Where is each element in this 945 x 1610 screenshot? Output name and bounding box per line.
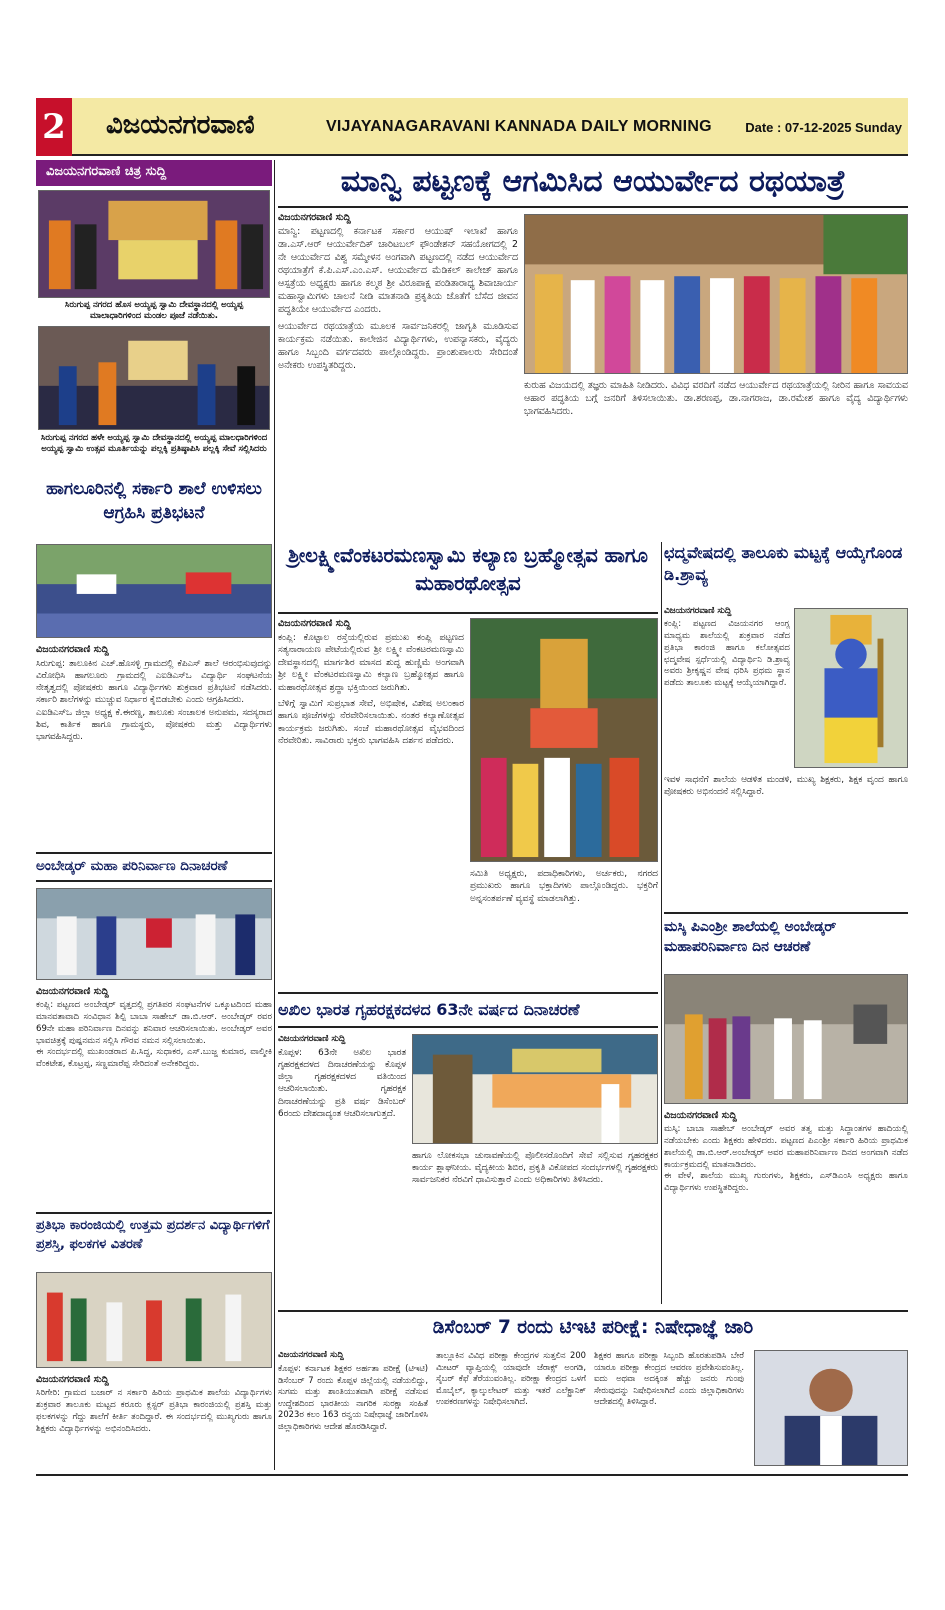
- photo-pratibha: [36, 1272, 272, 1368]
- protest-byline: ವಿಜಯನಗರವಾಣಿ ಸುದ್ದಿ: [36, 644, 109, 655]
- tet-byline: ವಿಜಯನಗರವಾಣಿ ಸುದ್ದಿ: [278, 1350, 344, 1360]
- photo-mandala-pooja: [38, 190, 270, 298]
- homeguard-story: [278, 992, 658, 1304]
- sravya-story: [664, 542, 908, 908]
- pratibha-headline: ಪ್ರತಿಭಾ ಕಾರಂಜಿಯಲ್ಲಿ ಉತ್ತಮ ಪ್ರದರ್ಶನ ವಿದ್ಯಾರ್ಥಿಗಳಿಗೆ ಪ್ರಶಸ್ತಿ, ಫಲಕಗಳ ವಿತರಣೆ: [36, 1212, 272, 1268]
- main-story: [278, 160, 908, 535]
- kalyana-byline: ವಿಜಯನಗರವಾಣಿ ಸುದ್ದಿ: [278, 618, 351, 629]
- protest-body-1: ಸಿರುಗುಪ್ಪ: ತಾಲೂಕಿನ ಎಚ್.ಹೊಸಳ್ಳಿ ಗ್ರಾಮದಲ್ಲಿ ಕೆಪಿಎಸ್ ಶಾಲೆ ಆರಂಭಿಸುವುದನ್ನು ವಿರೋಧಿಸಿ ಹಾಗಲೂರು ಗ್ರಾಮದಲ್ಲಿ ಎಐಡಿಎಸ್ಒ ವಿದ್ಯಾರ್ಥಿ ಸಂಘಟನೆಯ ನೇತೃತ್ವದಲ್ಲಿ ಪೋಷಕರು ಹಾಗೂ ವಿದ್ಯಾರ್ಥಿಗಳು ಶುಕ್ರವಾರ ಪ್ರತಿಭಟನೆ ನಡೆಸಿದರು. ಸರ್ಕಾರಿ ಶಾಲೆಗಳನ್ನು ಮುಚ್ಚುವ ನಿರ್ಧಾರ ಕೈಬಿಡಬೇಕು ಎಂದು ಆಗ್ರಹಿಸಿದರು.: [36, 659, 272, 706]
- picture-news: [36, 160, 272, 470]
- sravya-body-1: ಕಂಪ್ಲಿ: ಪಟ್ಟಣದ ವಿಜಯನಗರ ಆಂಗ್ಲ ಮಾಧ್ಯಮ ಶಾಲೆಯಲ್ಲಿ ಶುಕ್ರವಾರ ನಡೆದ ಪ್ರತಿಭಾ ಕಾರಂಜಿ ಹಾಗೂ ಕಲೋತ್ಸವದ ಛದ್ಮವೇಷ ಸ್ಪರ್ಧೆಯಲ್ಲಿ ವಿದ್ಯಾರ್ಥಿನಿ ಡಿ.ಶ್ರಾವ್ಯ ಅವರು ಶ್ರೀಕೃಷ್ಣನ ವೇಷ ಧರಿಸಿ ಪ್ರಥಮ ಸ್ಥಾನ ಪಡೆದು ತಾಲೂಕು ಮಟ್ಟಕ್ಕೆ ಆಯ್ಕೆಯಾಗಿದ್ದಾರೆ.: [664, 619, 790, 689]
- photo-homeguard: [412, 1034, 658, 1144]
- main-body-2: ಆಯುರ್ವೇದ ರಥಯಾತ್ರೆಯ ಮೂಲಕ ಸಾರ್ವಜನಿಕರಲ್ಲಿ ಜಾಗೃತಿ ಮೂಡಿಸುವ ಕಾರ್ಯಕ್ರಮ ನಡೆಯಿತು. ಕಾಲೇಜಿನ ವಿದ್ಯಾರ್ಥಿಗಳು, ಉಪನ್ಯಾಸಕರು, ವೈದ್ಯರು ಹಾಗೂ ಸಿಬ್ಬಂದಿ ವರ್ಗದವರು ಪಾಲ್ಗೊಂಡಿದ್ದರು. ಪ್ರಾಂಶುಪಾಲರು ಸೇರಿದಂತೆ ಅನೇಕರು ಉಪಸ್ಥಿತರಿದ್ದರು.: [278, 320, 518, 371]
- photo-pallakki-seva: [38, 326, 270, 430]
- photo-maski-school: [664, 974, 908, 1104]
- pratibha-body-1: ಸಿರಿಗೇರಿ: ಗ್ರಾಮದ ಬಜಾರ್ ನ ಸರ್ಕಾರಿ ಹಿರಿಯ ಪ್ರಾಥಮಿಕ ಶಾಲೆಯ ವಿದ್ಯಾರ್ಥಿಗಳು ಶುಕ್ರವಾರ ತಾಲೂಕು ಮಟ್ಟದ ಕರೂರು ಕ್ಲಸ್ಟರ್ ಪ್ರತಿಭಾ ಕಾರಂಜಿಯಲ್ಲಿ ಪ್ರಶಸ್ತಿ ಮತ್ತು ಫಲಕಗಳನ್ನು ಗೆದ್ದು ಶಾಲೆಗೆ ಕೀರ್ತಿ ತಂದಿದ್ದಾರೆ. ಈ ಸಂದರ್ಭದಲ್ಲಿ ಮುಖ್ಯಗುರು ಹಾಗೂ ಶಿಕ್ಷಕರು ವಿದ್ಯಾರ್ಥಿಗಳನ್ನು ಅಭಿನಂದಿಸಿದರು.: [36, 1388, 272, 1434]
- sravya-body-2: ಇವಳ ಸಾಧನೆಗೆ ಶಾಲೆಯ ಆಡಳಿತ ಮಂಡಳಿ, ಮುಖ್ಯ ಶಿಕ್ಷಕರು, ಶಿಕ್ಷಕ ವೃಂದ ಹಾಗೂ ಪೋಷಕರು ಅಭಿನಂದನೆ ಸಲ್ಲಿಸಿದ್ದಾರೆ.: [664, 775, 908, 798]
- sravya-byline: ವಿಜಯನಗರವಾಣಿ ಸುದ್ದಿ: [664, 606, 732, 616]
- photo-protest: [36, 544, 272, 638]
- ambedkar-story: [36, 852, 272, 1172]
- homeguard-body-1: ಕೊಪ್ಪಳ: 63ನೇ ಅಖಿಲ ಭಾರತ ಗೃಹರಕ್ಷಕದಳದ ದಿನಾಚರಣೆಯನ್ನು ಕೊಪ್ಪಳ ಜಿಲ್ಲಾ ಗೃಹರಕ್ಷಕದಳದ ವತಿಯಿಂದ ಆಚರಿಸಲಾಯಿತು. ಗೃಹರಕ್ಷಕ ದಿನಾಚರಣೆಯನ್ನು ಪ್ರತಿ ವರ್ಷ ಡಿಸೆಂಬರ್ 6ರಂದು ದೇಶದಾದ್ಯಂತ ಆಚರಿಸಲಾಗುತ್ತದೆ.: [278, 1048, 406, 1119]
- main-byline: ವಿಜಯನಗರವಾಣಿ ಸುದ್ದಿ: [278, 212, 351, 223]
- photo-ayurveda-rally: [524, 214, 908, 374]
- ambedkar-body-1: ಕಂಪ್ಲಿ: ಪಟ್ಟಣದ ಅಂಬೇಡ್ಕರ್ ವೃತ್ತದಲ್ಲಿ ಪ್ರಗತಿಪರ ಸಂಘಟನೆಗಳ ಒಕ್ಕೂಟದಿಂದ ಮಹಾ ಮಾನವತಾವಾದಿ ಸಂವಿಧಾನ ಶಿಲ್ಪಿ ಬಾಬಾ ಸಾಹೇಬ್ ಡಾ.ಬಿ.ಆರ್. ಅಂಬೇಡ್ಕರ್ ರವರ 69ನೇ ಮಹಾ ಪರಿನಿರ್ವಾಣ ದಿನವನ್ನು ಶನಿವಾರ ಆಚರಿಸಲಾಯಿತು. ಅಂಬೇಡ್ಕರ್ ಅವರ ಭಾವಚಿತ್ರಕ್ಕೆ ಪುಷ್ಪನಮನ ಸಲ್ಲಿಸಿ ಗೌರವ ನಮನ ಸಲ್ಲಿಸಲಾಯಿತು.: [36, 1000, 272, 1046]
- issue-date: Date : 07-12-2025 Sunday: [745, 120, 902, 135]
- tet-body-3: ಶಿಕ್ಷಕರ ಹಾಗೂ ಪರೀಕ್ಷಾ ಸಿಬ್ಬಂದಿ ಹೊರತುಪಡಿಸಿ ಬೇರೆ ಯಾರೂ ಪರೀಕ್ಷಾ ಕೇಂದ್ರದ ಆವರಣ ಪ್ರವೇಶಿಸುವಂತಿಲ್ಲ. ಐದು ಅಥವಾ ಅದಕ್ಕಿಂತ ಹೆಚ್ಚು ಜನರು ಗುಂಪು ಸೇರುವುದನ್ನು ನಿಷೇಧಿಸಲಾಗಿದೆ ಎಂದು ಜಿಲ್ಲಾಧಿಕಾರಿಗಳು ಆದೇಶದಲ್ಲಿ ತಿಳಿಸಿದ್ದಾರೆ.: [594, 1350, 744, 1407]
- photo-official-portrait: [754, 1350, 908, 1466]
- kalyana-headline: ಶ್ರೀಲಕ್ಷ್ಮೀವೆಂಕಟರಮಣಸ್ವಾಮಿ ಕಲ್ಯಾಣ ಬ್ರಹ್ಮೋತ್ಸವ ಹಾಗೂ ಮಹಾರಥೋತ್ಸವ: [288, 544, 648, 596]
- ambedkar-byline: ವಿಜಯನಗರವಾಣಿ ಸುದ್ದಿ: [36, 986, 109, 997]
- photo-caption-2: ಸಿರುಗುಪ್ಪ ನಗರದ ಹಳೇ ಅಯ್ಯಪ್ಪ ಸ್ವಾಮಿ ದೇವಸ್ಥಾನದಲ್ಲಿ ಅಯ್ಯಪ್ಪ ಮಾಲಧಾರಿಗಳಿಂದ ಅಯ್ಯಪ್ಪ ಸ್ವಾಮಿ ಉತ್ಸವ ಮೂರ್ತಿಯನ್ನು ಪಲ್ಲಕ್ಕಿ ಪ್ರತಿಷ್ಠಾಪಿಸಿ ಪಲ್ಲಕ್ಕಿ ಸೇವೆ ಸಲ್ಲಿಸಿದರು: [40, 433, 268, 454]
- maski-headline: ಮಸ್ಕಿ ಪಿಎಂಶ್ರೀ ಶಾಲೆಯಲ್ಲಿ ಅಂಬೇಡ್ಕರ್ ಮಹಾಪರಿನಿರ್ವಾಣ ದಿನ ಆಚರಣೆ: [664, 912, 908, 970]
- maski-body-1: ಮಸ್ಕಿ: ಬಾಬಾ ಸಾಹೇಬ್ ಅಂಬೇಡ್ಕರ್ ಅವರ ತತ್ವ ಮತ್ತು ಸಿದ್ಧಾಂತಗಳ ಹಾದಿಯಲ್ಲಿ ನಡೆಯಬೇಕು ಎಂದು ಶಿಕ್ಷಕರು ಹೇಳಿದರು. ಪಟ್ಟಣದ ಪಿಎಂಶ್ರೀ ಸರ್ಕಾರಿ ಹಿರಿಯ ಪ್ರಾಥಮಿಕ ಶಾಲೆಯಲ್ಲಿ ಡಾ.ಬಿ.ಆರ್.ಅಂಬೇಡ್ಕರ್ ಅವರ ಮಹಾಪರಿನಿರ್ವಾಣ ದಿನದ ಅಂಗವಾಗಿ ನಡೆದ ಕಾರ್ಯಕ್ರಮದಲ್ಲಿ ಮಾತನಾಡಿದರು.: [664, 1124, 908, 1170]
- pratibha-byline: ವಿಜಯನಗರವಾಣಿ ಸುದ್ದಿ: [36, 1374, 109, 1385]
- tet-body-2: ತಾಲ್ಲೂಕಿನ ವಿವಿಧ ಪರೀಕ್ಷಾ ಕೇಂದ್ರಗಳ ಸುತ್ತಲಿನ 200 ಮೀಟರ್ ವ್ಯಾಪ್ತಿಯಲ್ಲಿ ಯಾವುದೇ ಜೆರಾಕ್ಸ್ ಅಂಗಡಿ, ಸೈಬರ್ ಕೆಫೆ ತೆರೆಯುವಂತಿಲ್ಲ. ಪರೀಕ್ಷಾ ಕೇಂದ್ರದ ಒಳಗೆ ಮೊಬೈಲ್, ಕ್ಯಾಲ್ಕುಲೇಟರ್ ಮತ್ತು ಇತರೆ ಎಲೆಕ್ಟ್ರಾನಿಕ್ ಉಪಕರಣಗಳನ್ನು ನಿಷೇಧಿಸಲಾಗಿದೆ.: [436, 1350, 586, 1407]
- kalyana-story: [278, 542, 658, 987]
- main-body-1: ಮಾನ್ವಿ: ಪಟ್ಟಣದಲ್ಲಿ ಕರ್ನಾಟಕ ಸರ್ಕಾರ ಆಯುಷ್ ಇಲಾಖೆ ಹಾಗೂ ಡಾ.ಎಸ್.ಆರ್ ಆಯುರ್ವೇದಿಕ್ ಚಾರಿಟಬಲ್ ಫೌಂಡೇಶನ್ ಸಹಯೋಗದಲ್ಲಿ 2 ನೇ ಆಯುರ್ವೇದ ವಿಶ್ವ ಸಮ್ಮೇಳನ ಅಂಗವಾಗಿ ಪಟ್ಟಣದಲ್ಲಿ ನಡೆದ ಆಯುರ್ವೇದ ರಥಯಾತ್ರೆಗೆ ಕೆ.ಪಿ.ಎಸ್.ಎಂ.ಎಸ್. ಆಯುರ್ವೇದ ಮೆಡಿಕಲ್ ಕಾಲೇಜ್ ಹಾಗೂ ಆಸ್ಪತ್ರೆಯ ಅಧ್ಯಕ್ಷರು ಹಾಗೂ ಕಲ್ಮಠ ಶ್ರೀ ವಿರೂಪಾಕ್ಷ ಪಂಡಿತಾರಾಧ್ಯ ಶಿವಾಚಾರ್ಯ ಮಹಾಸ್ವಾಮಿಗಳು ಚಾಲನೆ ನೀಡಿ ಮಾತನಾಡಿ ಪ್ರಕೃತಿಯ ಜೊತೆಗೆ ಬೆಸೆದ ಜೀವನ ಪದ್ಧತಿಯೇ ಆಯುರ್ವೇದ ಎಂದರು.: [278, 226, 518, 315]
- photo-ambedkar-day: [36, 888, 272, 980]
- kalyana-body-1: ಕಂಪ್ಲಿ: ಕೊಟ್ಟಾಲ ರಸ್ತೆಯಲ್ಲಿರುವ ಪ್ರಮುಖ ಕಂಪ್ಲಿ ಪಟ್ಟಣದ ಸತ್ಯನಾರಾಯಣ ಪೇಟೆಯಲ್ಲಿರುವ ಶ್ರೀ ಲಕ್ಷ್ಮೀ ವೆಂಕಟರಮಣಸ್ವಾಮಿ ದೇವಸ್ಥಾನದಲ್ಲಿ ಮಾರ್ಗಶಿರ ಮಾಸದ ಶುದ್ಧ ಹುಣ್ಣಿಮೆ ಅಂಗವಾಗಿ ಶ್ರೀ ಲಕ್ಷ್ಮೀ ವೆಂಕಟರಮಣಸ್ವಾಮಿ ಕಲ್ಯಾಣ ಬ್ರಹ್ಮೋತ್ಸವ ಹಾಗೂ ಮಹಾರಥೋತ್ಸವ ಶ್ರದ್ಧಾ ಭಕ್ತಿಯಿಂದ ಜರುಗಿತು.: [278, 633, 464, 693]
- protest-headline: ಹಾಗಲೂರಿನಲ್ಲಿ ಸರ್ಕಾರಿ ಶಾಲೆ ಉಳಿಸಲು ಆಗ್ರಹಿಸಿ ಪ್ರತಿಭಟನೆ: [46, 479, 262, 523]
- maski-body-2: ಈ ವೇಳೆ, ಶಾಲೆಯ ಮುಖ್ಯ ಗುರುಗಳು, ಶಿಕ್ಷಕರು, ಎಸ್‌ಡಿಎಂಸಿ ಅಧ್ಯಕ್ಷರು ಹಾಗೂ ವಿದ್ಯಾರ್ಥಿಗಳು ಉಪಸ್ಥಿತರಿದ್ದರು.: [664, 1171, 908, 1194]
- protest-body-2: ಎಐಡಿಎಸ್ಒ ಜಿಲ್ಲಾ ಅಧ್ಯಕ್ಷ ಕೆ.ಈರಣ್ಣ, ತಾಲೂಕು ಸಂಚಾಲಕ ಅನುಪಮ, ಸದಸ್ಯರಾದ ಶಿವ, ಕಾರ್ತಿಕ ಹಾಗೂ ಗ್ರಾಮಸ್ಥರು, ಪೋಷಕರು ಮತ್ತು ವಿದ್ಯಾರ್ಥಿಗಳು ಭಾಗವಹಿಸಿದ್ದರು.: [36, 707, 272, 742]
- photo-caption-1: ಸಿರುಗುಪ್ಪ ನಗರದ ಹೊಸ ಅಯ್ಯಪ್ಪ ಸ್ವಾಮಿ ದೇವಸ್ಥಾನದಲ್ಲಿ ಅಯ್ಯಪ್ಪ ಮಾಲಾಧಾರಿಗಳಿಂದ ಮಂಡಲ ಪೂಜೆ ನಡೆಯಿತು.: [64, 300, 244, 321]
- homeguard-byline: ವಿಜಯನಗರವಾಣಿ ಸುದ್ದಿ: [278, 1034, 346, 1044]
- kalyana-body-3: ಸಮಿತಿ ಅಧ್ಯಕ್ಷರು, ಪದಾಧಿಕಾರಿಗಳು, ಅರ್ಚಕರು, ನಗರದ ಪ್ರಮುಖರು ಹಾಗೂ ಭಕ್ತಾದಿಗಳು ಪಾಲ್ಗೊಂಡಿದ್ದರು. ಭಕ್ತರಿಗೆ ಅನ್ನಸಂತರ್ಪಣೆ ವ್ಯವಸ್ಥೆ ಮಾಡಲಾಗಿತ್ತು.: [470, 869, 658, 904]
- maski-byline: ವಿಜಯನಗರವಾಣಿ ಸುದ್ದಿ: [664, 1110, 737, 1121]
- kalyana-body-2: ಬೆಳಿಗ್ಗೆ ಸ್ವಾಮಿಗೆ ಸುಪ್ರಭಾತ ಸೇವೆ, ಅಭಿಷೇಕ, ವಿಶೇಷ ಅಲಂಕಾರ ಹಾಗೂ ಪೂಜೆಗಳನ್ನು ನೆರವೇರಿಸಲಾಯಿತು. ನಂತರ ಕಲ್ಯಾಣೋತ್ಸವ ಕಾರ್ಯಕ್ರಮ ಜರುಗಿತು. ಸಂಜೆ ಮಹಾರಥೋತ್ಸವ ವೈಭವದಿಂದ ನೆರವೇರಿತು. ಸಾವಿರಾರು ಭಕ್ತರು ಭಾಗವಹಿಸಿ ದರ್ಶನ ಪಡೆದರು.: [278, 699, 464, 747]
- homeguard-body-2: ಹಾಗೂ ಲೋಕಸಭಾ ಚುನಾವಣೆಯಲ್ಲಿ ಪೊಲೀಸರೊಂದಿಗೆ ಸೇವೆ ಸಲ್ಲಿಸುವ ಗೃಹರಕ್ಷಕರ ಕಾರ್ಯ ಶ್ಲಾಘನೀಯ. ವೈದ್ಯಕೀಯ ಶಿಬಿರ, ಪ್ರಕೃತಿ ವಿಕೋಪದ ಸಂದರ್ಭಗಳಲ್ಲಿ ಗೃಹರಕ್ಷಕರು ಸಾರ್ವಜನಿಕರ ನೆರವಿಗೆ ಧಾವಿಸುತ್ತಾರೆ ಎಂದು ಅಧಿಕಾರಿಗಳು ತಿಳಿಸಿದರು.: [412, 1151, 658, 1186]
- picture-news-label: ವಿಜಯನಗರವಾಣಿ ಚಿತ್ರ ಸುದ್ದಿ: [36, 160, 272, 186]
- tet-headline: ಡಿಸೆಂಬರ್ 7 ರಂದು ಟಿಇಟಿ ಪರೀಕ್ಷೆ: ನಿಷೇಧಾಜ್ಞೆ ಜಾರಿ: [278, 1310, 908, 1346]
- page-number: 2: [36, 98, 72, 156]
- tet-body-1: ಕೊಪ್ಪಳ: ಕರ್ನಾಟಕ ಶಿಕ್ಷಕರ ಅರ್ಹತಾ ಪರೀಕ್ಷೆ (ಟಿಇಟಿ) ಡಿಸೆಂಬರ್ 7 ರಂದು ಕೊಪ್ಪಳ ಜಿಲ್ಲೆಯಲ್ಲಿ ನಡೆಯಲಿದ್ದು, ಸುಗಮ ಮತ್ತು ಶಾಂತಿಯುತವಾಗಿ ಪರೀಕ್ಷೆ ನಡೆಸುವ ಉದ್ದೇಶದಿಂದ ಭಾರತೀಯ ನಾಗರಿಕ ಸುರಕ್ಷಾ ಸಂಹಿತೆ 2023ರ ಕಲಂ 163 ರನ್ವಯ ನಿಷೇಧಾಜ್ಞೆ ಜಾರಿಗೊಳಿಸಿ ಜಿಲ್ಲಾಧಿಕಾರಿಗಳು ಆದೇಶ ಹೊರಡಿಸಿದ್ದಾರೆ.: [278, 1363, 428, 1431]
- ambedkar-headline: ಅಂಬೇಡ್ಕರ್ ಮಹಾ ಪರಿನಿರ್ವಾಣ ದಿನಾಚರಣೆ: [36, 852, 272, 882]
- homeguard-headline: ಅಖಿಲ ಭಾರತ ಗೃಹರಕ್ಷಕದಳದ 63ನೇ ವರ್ಷದ ದಿನಾಚರಣೆ: [278, 992, 658, 1028]
- sravya-headline: ಛದ್ಮವೇಷದಲ್ಲಿ ತಾಲೂಕು ಮಟ್ಟಕ್ಕೆ ಆಯ್ಕೆಗೊಂಡ ಡಿ.ಶ್ರಾವ್ಯ: [664, 543, 903, 585]
- protest-story: [36, 478, 272, 848]
- tet-story: [278, 1310, 908, 1470]
- brand-kannada: ವಿಜಯನಗರವಾಣಿ: [106, 110, 255, 140]
- masthead: [36, 98, 908, 156]
- photo-rathotsava: [470, 618, 658, 862]
- pratibha-story: [36, 1212, 272, 1462]
- ambedkar-body-2: ಈ ಸಂದರ್ಭದಲ್ಲಿ ಮುಖಂಡರಾದ ಪಿ.ಸಿದ್ದ, ಸುಧಾಕರ, ಎಸ್.ಬುಜ್ಜ ಕುಮಾರ, ವಾಲ್ಮೀಕಿ ವೆಂಕಟೇಶ, ಕೊಟ್ರಪ್ಪ, ಸಣ್ಣಮಾರೆಪ್ಪ ಸೇರಿದಂತೆ ಅನೇಕರಿದ್ದರು.: [36, 1047, 272, 1070]
- main-body-3: ಕುರುಹ ವಿಜಯದಲ್ಲಿ ತಜ್ಞರು ಮಾಹಿತಿ ನೀಡಿದರು. ವಿವಿಧ ವರದಿಗೆ ನಡೆದ ಆಯುರ್ವೇದ ರಥಯಾತ್ರೆಯಲ್ಲಿ ನೀರಿನ ಹಾಗೂ ಸಾವಯವ ಆಹಾರ ಪದ್ಧತಿಯ ಬಗ್ಗೆ ಜನರಿಗೆ ತಿಳಿಸಲಾಯಿತು. ಡಾ.ಶರಣಪ್ಪ, ಡಾ.ನಾಗರಾಜ, ಡಾ.ರಮೇಶ ಹಾಗೂ ವೈದ್ಯ ವಿದ್ಯಾರ್ಥಿಗಳು ಭಾಗವಹಿಸಿದರು.: [524, 380, 908, 417]
- main-headline: ಮಾನ್ವಿ ಪಟ್ಟಣಕ್ಕೆ ಆಗಮಿಸಿದ ಆಯುರ್ವೇದ ರಥಯಾತ್ರೆ: [340, 164, 846, 199]
- photo-krishna-costume: [794, 608, 908, 768]
- brand-english: VIJAYANAGARAVANI KANNADA DAILY MORNING: [326, 118, 712, 135]
- maski-story: [664, 912, 908, 1304]
